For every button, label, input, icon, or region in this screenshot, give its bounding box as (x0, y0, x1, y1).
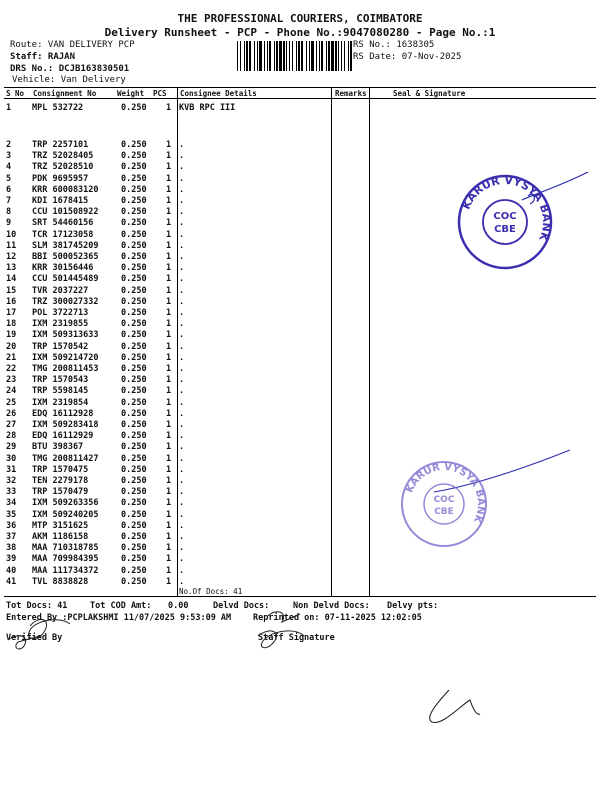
row-consignee: . (179, 308, 185, 318)
row-weight: 0.250 (121, 476, 147, 486)
stamp-inner-top: COC (493, 211, 517, 222)
row-consignee: . (179, 520, 185, 531)
row-consignment-no: SRT 54460156 (32, 218, 94, 229)
row-weight: 0.250 (121, 151, 147, 162)
row-weight: 0.250 (121, 308, 147, 318)
row-sno: 39 (6, 554, 17, 565)
row-consignee: . (179, 397, 185, 408)
row-consignee: . (179, 296, 185, 307)
row-consignment-no: TRZ 300027332 (32, 296, 99, 307)
row-consignment-no: KRR 30156446 (32, 263, 94, 274)
row-weight: 0.250 (121, 252, 147, 262)
vehicle-label: Vehicle: Van Delivery (12, 75, 126, 85)
stamp-outer-text: KARUR VYSYA BANK (404, 461, 487, 525)
row-consignment-no: IXM 509214720 (32, 352, 99, 363)
row-consignee: . (179, 464, 185, 475)
row-pcs: 1 (166, 364, 172, 374)
row-sno: 31 (6, 464, 17, 475)
row-consignee: . (179, 352, 185, 363)
row-consignment-no: TRP 1570479 (32, 487, 89, 498)
row-consignee: . (179, 543, 185, 554)
row-consignment-no: IXM 509240205 (32, 509, 99, 520)
row-pcs: 1 (166, 565, 172, 576)
drs-number: DRS No.: DCJB163830501 (10, 64, 130, 74)
row-pcs: 1 (166, 509, 172, 520)
row-pcs: 1 (166, 375, 172, 386)
row-consignment-no: TMG 200811427 (32, 453, 99, 464)
row-consignee: . (179, 341, 185, 352)
row-consignment-no: PDK 9695957 (32, 173, 89, 184)
row-sno: 32 (6, 476, 17, 486)
row-pcs: 1 (166, 218, 172, 229)
row-pcs: 1 (166, 487, 172, 498)
row-sno: 19 (6, 330, 17, 341)
row-consignment-no: MAA 709984395 (32, 554, 99, 565)
row-weight: 0.250 (121, 543, 147, 554)
row-weight: 0.250 (121, 207, 147, 218)
col-pcs: PCS (153, 89, 167, 98)
row-pcs: 1 (166, 554, 172, 565)
signature-staff (258, 631, 304, 648)
row-weight: 0.250 (121, 464, 147, 475)
row-weight: 0.250 (121, 487, 147, 498)
row-sno: 13 (6, 263, 17, 274)
row-sno: 25 (6, 397, 17, 408)
row-weight: 0.250 (121, 184, 147, 195)
row-pcs: 1 (166, 229, 172, 240)
row-consignment-no: BTU 398367 (32, 442, 84, 453)
row-weight: 0.250 (121, 509, 147, 520)
row-consignment-no: MPL 532722 (32, 103, 84, 113)
row-pcs: 1 (166, 520, 172, 531)
row-pcs: 1 (166, 543, 172, 554)
row-weight: 0.250 (121, 162, 147, 173)
row-sno: 14 (6, 274, 17, 285)
row-sno: 10 (6, 229, 17, 240)
row-consignment-no: BBI 500052365 (32, 252, 99, 262)
row-consignee: . (179, 274, 185, 285)
row-sno: 40 (6, 565, 17, 576)
row-weight: 0.250 (121, 431, 147, 442)
row-consignee: . (179, 453, 185, 464)
row-sno: 6 (6, 184, 12, 195)
row-consignee: . (179, 240, 185, 251)
row-consignee: . (179, 184, 185, 195)
row-pcs: 1 (166, 442, 172, 453)
company-title: THE PROFESSIONAL COURIERS, COIMBATORE (177, 12, 423, 25)
row-weight: 0.250 (121, 420, 147, 430)
row-consignee: . (179, 386, 185, 397)
row-consignment-no: EDQ 16112929 (32, 431, 94, 442)
row-consignment-no: TRZ 52028405 (32, 151, 94, 162)
row-consignee: . (179, 532, 185, 542)
row-consignee: . (179, 330, 185, 341)
row-consignment-no: TRP 2257101 (32, 140, 89, 150)
row-consignment-no: IXM 2319855 (32, 319, 89, 330)
row-pcs: 1 (166, 576, 172, 587)
row-consignee: . (179, 263, 185, 274)
row-sno: 30 (6, 453, 17, 464)
row-pcs: 1 (166, 207, 172, 218)
row-weight: 0.250 (121, 453, 147, 464)
row-consignee: . (179, 151, 185, 162)
row-sno: 24 (6, 386, 17, 397)
row-sno: 11 (6, 240, 17, 251)
col-consignee: Consignee Details (180, 89, 257, 98)
row-pcs: 1 (166, 319, 172, 330)
row-sno: 1 (6, 103, 12, 113)
row-consignee: . (179, 487, 185, 498)
row-consignee: . (179, 252, 185, 262)
row-pcs: 1 (166, 308, 172, 318)
no-of-docs: No.Of Docs: 41 (179, 587, 243, 596)
row-weight: 0.250 (121, 341, 147, 352)
row-consignee: . (179, 431, 185, 442)
row-sno: 20 (6, 341, 17, 352)
row-weight: 0.250 (121, 532, 147, 542)
row-consignment-no: IXM 509313633 (32, 330, 99, 341)
staff-signature-label: Staff Signature (258, 633, 335, 643)
row-consignment-no: CCU 101508922 (32, 207, 99, 218)
row-consignment-no: TVL 8838828 (32, 576, 89, 587)
row-pcs: 1 (166, 162, 172, 173)
row-sno: 7 (6, 196, 12, 206)
row-pcs: 1 (166, 184, 172, 195)
row-consignee: . (179, 218, 185, 229)
col-remarks: Remarks (335, 89, 367, 98)
row-weight: 0.250 (121, 520, 147, 531)
row-pcs: 1 (166, 453, 172, 464)
row-consignment-no: AKM 1186158 (32, 532, 89, 542)
row-weight: 0.250 (121, 408, 147, 419)
row-consignee: . (179, 140, 185, 150)
row-sno: 29 (6, 442, 17, 453)
row-pcs: 1 (166, 285, 172, 296)
staff-label: Staff: RAJAN (10, 52, 76, 62)
stamp-inner-bottom: CBE (434, 507, 454, 517)
row-consignment-no: MTP 3151625 (32, 520, 89, 531)
signature-reprinted (268, 612, 300, 622)
row-consignment-no: TRP 5598145 (32, 386, 89, 397)
tot-docs: Tot Docs: 41 (6, 601, 68, 611)
row-consignee: . (179, 476, 185, 486)
row-consignee: KVB RPC III (179, 103, 236, 113)
row-sno: 37 (6, 532, 17, 542)
signature-bottom-right (430, 690, 480, 723)
row-sno: 17 (6, 308, 17, 318)
row-consignee: . (179, 229, 185, 240)
col-weight: Weight (117, 89, 145, 98)
stamp-outer-text: KARUR VYSYA BANK (459, 173, 554, 243)
row-pcs: 1 (166, 386, 172, 397)
delvd-docs: Delvd Docs: (213, 601, 270, 611)
bank-stamp-bottom (398, 458, 490, 550)
row-consignee: . (179, 408, 185, 419)
row-consignment-no: TVR 2037227 (32, 285, 89, 296)
delvy-pts: Delvy pts: (387, 601, 439, 611)
row-consignment-no: IXM 2319854 (32, 397, 89, 408)
tot-cod-value: 0.00 (168, 601, 189, 611)
runsheet-title: Delivery Runsheet - PCP - Phone No.:9047080280 - Page No.:1 (104, 26, 496, 39)
row-pcs: 1 (166, 532, 172, 542)
row-consignee: . (179, 162, 185, 173)
row-weight: 0.250 (121, 498, 147, 509)
row-sno: 15 (6, 285, 17, 296)
row-consignment-no: TRP 1570542 (32, 341, 89, 352)
row-pcs: 1 (166, 263, 172, 274)
row-consignee: . (179, 565, 185, 576)
route-label: Route: VAN DELIVERY PCP (10, 40, 135, 50)
row-weight: 0.250 (121, 386, 147, 397)
row-consignment-no: TRP 1570543 (32, 375, 89, 386)
row-pcs: 1 (166, 464, 172, 475)
row-weight: 0.250 (121, 375, 147, 386)
row-consignee: . (179, 509, 185, 520)
row-consignment-no: KRR 600083120 (32, 184, 99, 195)
row-weight: 0.250 (121, 140, 147, 150)
reprinted-on: Reprinted on: 07-11-2025 12:02:05 (253, 613, 422, 623)
row-consignment-no: CCU 501445489 (32, 274, 99, 285)
row-weight: 0.250 (121, 442, 147, 453)
row-sno: 16 (6, 296, 17, 307)
row-consignee: . (179, 420, 185, 430)
row-consignment-no: MAA 111734372 (32, 565, 99, 576)
row-consignment-no: TCR 17123058 (32, 229, 94, 240)
signature-entered-by (29, 619, 70, 638)
row-sno: 38 (6, 543, 17, 554)
row-consignment-no: POL 3722713 (32, 308, 89, 318)
row-weight: 0.250 (121, 397, 147, 408)
row-weight: 0.250 (121, 240, 147, 251)
row-sno: 27 (6, 420, 17, 430)
row-pcs: 1 (166, 103, 172, 113)
row-sno: 5 (6, 173, 12, 184)
row-sno: 4 (6, 162, 12, 173)
row-sno: 34 (6, 498, 17, 509)
row-pcs: 1 (166, 420, 172, 430)
row-sno: 26 (6, 408, 17, 419)
row-weight: 0.250 (121, 173, 147, 184)
verified-by: Verified By (6, 633, 63, 643)
row-consignment-no: KDI 1678415 (32, 196, 89, 206)
row-pcs: 1 (166, 296, 172, 307)
row-sno: 41 (6, 576, 17, 587)
row-pcs: 1 (166, 140, 172, 150)
rs-date: RS Date: 07-Nov-2025 (353, 52, 462, 62)
row-pcs: 1 (166, 431, 172, 442)
row-consignee: . (179, 173, 185, 184)
row-sno: 8 (6, 207, 12, 218)
stamp-inner-top: COC (433, 495, 455, 505)
row-consignment-no: TRZ 52028510 (32, 162, 94, 173)
col-seal-signature: Seal & Signature (393, 89, 466, 98)
row-pcs: 1 (166, 173, 172, 184)
row-pcs: 1 (166, 476, 172, 486)
tot-cod-label: Tot COD Amt: (90, 601, 152, 611)
row-consignee: . (179, 554, 185, 565)
row-pcs: 1 (166, 341, 172, 352)
rs-number: RS No.: 1638305 (353, 40, 435, 50)
row-sno: 33 (6, 487, 17, 498)
row-sno: 36 (6, 520, 17, 531)
row-consignment-no: TRP 1570475 (32, 464, 89, 475)
row-consignment-no: IXM 509263356 (32, 498, 99, 509)
row-weight: 0.250 (121, 319, 147, 330)
row-weight: 0.250 (121, 218, 147, 229)
row-consignment-no: TEN 2279178 (32, 476, 89, 486)
row-sno: 12 (6, 252, 17, 262)
bank-stamp-top (455, 172, 555, 272)
row-weight: 0.250 (121, 263, 147, 274)
row-pcs: 1 (166, 408, 172, 419)
row-consignment-no: SLM 381745209 (32, 240, 99, 251)
row-sno: 9 (6, 218, 12, 229)
row-weight: 0.250 (121, 565, 147, 576)
row-weight: 0.250 (121, 229, 147, 240)
row-pcs: 1 (166, 274, 172, 285)
row-pcs: 1 (166, 352, 172, 363)
row-weight: 0.250 (121, 196, 147, 206)
row-consignee: . (179, 498, 185, 509)
row-sno: 2 (6, 140, 12, 150)
row-pcs: 1 (166, 196, 172, 206)
row-consignment-no: IXM 509283418 (32, 420, 99, 430)
stamp-inner-ring (483, 200, 527, 244)
row-weight: 0.250 (121, 364, 147, 374)
row-consignee: . (179, 207, 185, 218)
row-consignee: . (179, 196, 185, 206)
row-weight: 0.250 (121, 103, 147, 113)
row-consignee: . (179, 442, 185, 453)
col-sno: S No (6, 89, 25, 98)
row-weight: 0.250 (121, 296, 147, 307)
row-consignee: . (179, 375, 185, 386)
row-sno: 22 (6, 364, 17, 374)
row-consignment-no: EDQ 16112928 (32, 408, 94, 419)
row-weight: 0.250 (121, 576, 147, 587)
signature-verified-by (8, 636, 40, 649)
row-consignment-no: MAA 710318785 (32, 543, 99, 554)
row-consignee: . (179, 285, 185, 296)
row-pcs: 1 (166, 240, 172, 251)
col-consignment: Consignment No (33, 89, 97, 98)
row-pcs: 1 (166, 252, 172, 262)
row-consignee: . (179, 364, 185, 374)
row-sno: 18 (6, 319, 17, 330)
non-delvd-docs: Non Delvd Docs: (293, 601, 370, 611)
row-consignee: . (179, 319, 185, 330)
row-consignment-no: TMG 200811453 (32, 364, 99, 374)
row-weight: 0.250 (121, 330, 147, 341)
row-sno: 3 (6, 151, 12, 162)
row-pcs: 1 (166, 498, 172, 509)
row-sno: 21 (6, 352, 17, 363)
row-weight: 0.250 (121, 554, 147, 565)
row-sno: 35 (6, 509, 17, 520)
row-pcs: 1 (166, 151, 172, 162)
row-weight: 0.250 (121, 274, 147, 285)
row-sno: 28 (6, 431, 17, 442)
row-sno: 23 (6, 375, 17, 386)
row-weight: 0.250 (121, 352, 147, 363)
row-weight: 0.250 (121, 285, 147, 296)
entered-by: Entered By :PCPLAKSHMI 11/07/2025 9:53:09 AM (6, 613, 232, 623)
row-consignee: . (179, 576, 185, 587)
stamp-inner-bottom: CBE (494, 224, 516, 235)
row-pcs: 1 (166, 397, 172, 408)
row-pcs: 1 (166, 330, 172, 341)
